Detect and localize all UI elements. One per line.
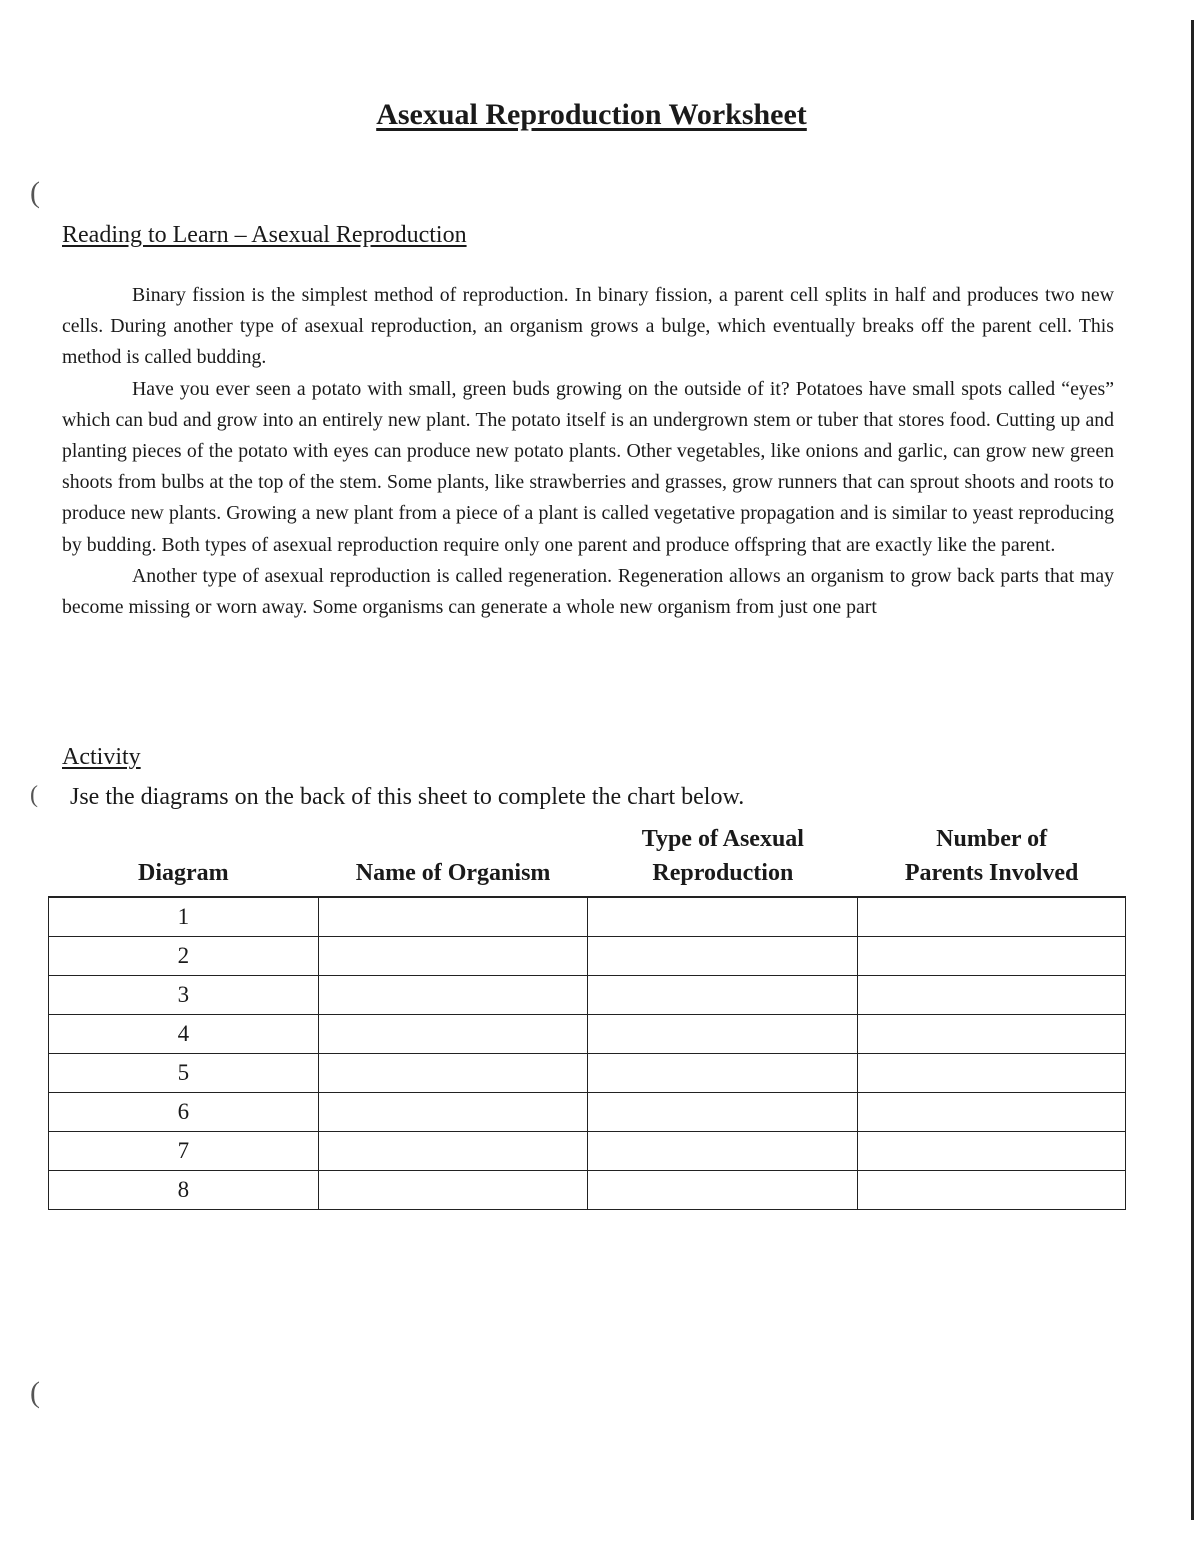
diagram-number-cell: 4 [49,1015,319,1054]
organism-name-cell[interactable] [318,1093,588,1132]
reproduction-type-cell[interactable] [588,1171,858,1210]
table-row [49,1015,1126,1054]
header-name-label: Name of Organism [355,860,551,886]
organism-name-cell[interactable] [318,937,588,976]
organism-name-cell[interactable] [318,1054,588,1093]
chart-header-row [49,822,1126,897]
table-row [49,937,1126,976]
header-parents-line2: Parents Involved [904,860,1079,886]
reproduction-type-cell[interactable] [588,976,858,1015]
diagram-number-cell: 2 [49,937,319,976]
margin-mark: ( [30,782,38,808]
organism-name-cell[interactable] [318,1015,588,1054]
parents-count-cell[interactable] [858,1093,1126,1132]
reproduction-type-cell[interactable] [588,1054,858,1093]
table-row [49,897,1126,937]
parents-count-cell[interactable] [858,1171,1126,1210]
header-type-line2: Reproduction [652,860,794,886]
table-row [49,1132,1126,1171]
table-row [49,1093,1126,1132]
reproduction-type-cell[interactable] [588,1015,858,1054]
margin-mark: ( [30,176,40,209]
activity-heading: Activity [62,744,141,770]
activity-instructions: Jse the diagrams on the back of this sheet to complete the chart below. [70,784,745,810]
parents-count-cell[interactable] [858,897,1126,937]
reading-paragraph: Another type of asexual reproduction is called regeneration. Regeneration allows an organism to grow back parts that may become missing or worn away. Some organisms can generate a whole new organism from just one part [62,564,1114,619]
reproduction-type-cell[interactable] [588,897,858,937]
organism-name-cell[interactable] [318,1171,588,1210]
parents-count-cell[interactable] [858,937,1126,976]
reproduction-type-cell[interactable] [588,937,858,976]
parents-count-cell[interactable] [858,976,1126,1015]
header-number-of-parents [858,822,1126,897]
margin-mark: ( [30,1376,40,1409]
reading-heading: Reading to Learn – Asexual Reproduction [62,222,467,248]
organism-name-cell[interactable] [318,976,588,1015]
diagram-number-cell: 8 [49,1171,319,1210]
reproduction-type-cell[interactable] [588,1132,858,1171]
table-row [49,976,1126,1015]
diagram-number-cell: 5 [49,1054,319,1093]
diagram-number-cell: 3 [49,976,319,1015]
header-diagram-label: Diagram [138,860,229,886]
diagram-number-cell: 6 [49,1093,319,1132]
header-diagram [49,822,319,897]
header-name-of-organism [318,822,588,897]
page-edge [1191,20,1194,1520]
header-type-line1: Type of Asexual [641,826,804,852]
reading-passage [62,280,1114,623]
activity-chart [48,822,1126,1210]
organism-name-cell[interactable] [318,897,588,937]
reproduction-type-cell[interactable] [588,1093,858,1132]
reading-paragraph: Binary fission is the simplest method of reproduction. In binary fission, a parent cell splits in half and produces two new cells. During another type of asexual reproduction, an organism grows a bulge, which eventually breaks off the parent cell. This method is called budding. [62,284,1114,369]
worksheet-title: Asexual Reproduction Worksheet [376,98,807,131]
parents-count-cell[interactable] [858,1132,1126,1171]
table-row [49,1054,1126,1093]
reading-paragraph: Have you ever seen a potato with small, green buds growing on the outside of it? Potatoes have small spots called “eyes” which can bud and grow into an entirely new plant. The potato itself is an undergrown stem or tuber that stores food. Cutting up and planting pieces of the potato with eyes can produce new potato plants. Other vegetables, like onions and garlic, can grow new green shoots from bulbs at the top of the stem. Some plants, like strawberries and grasses, grow runners that can sprout shoots and roots to produce new plants. Growing a new plant from a piece of a plant is called vegetative propagation and is similar to yeast reproducing by budding. Both types of asexual reproduction require only one parent and produce offspring that are exactly like the parent. [62,377,1114,556]
header-parents-line1: Number of [936,826,1048,852]
diagram-number-cell: 1 [49,897,319,937]
table-row [49,1171,1126,1210]
header-type-of-reproduction [588,822,858,897]
organism-name-cell[interactable] [318,1132,588,1171]
parents-count-cell[interactable] [858,1054,1126,1093]
diagram-number-cell: 7 [49,1132,319,1171]
parents-count-cell[interactable] [858,1015,1126,1054]
